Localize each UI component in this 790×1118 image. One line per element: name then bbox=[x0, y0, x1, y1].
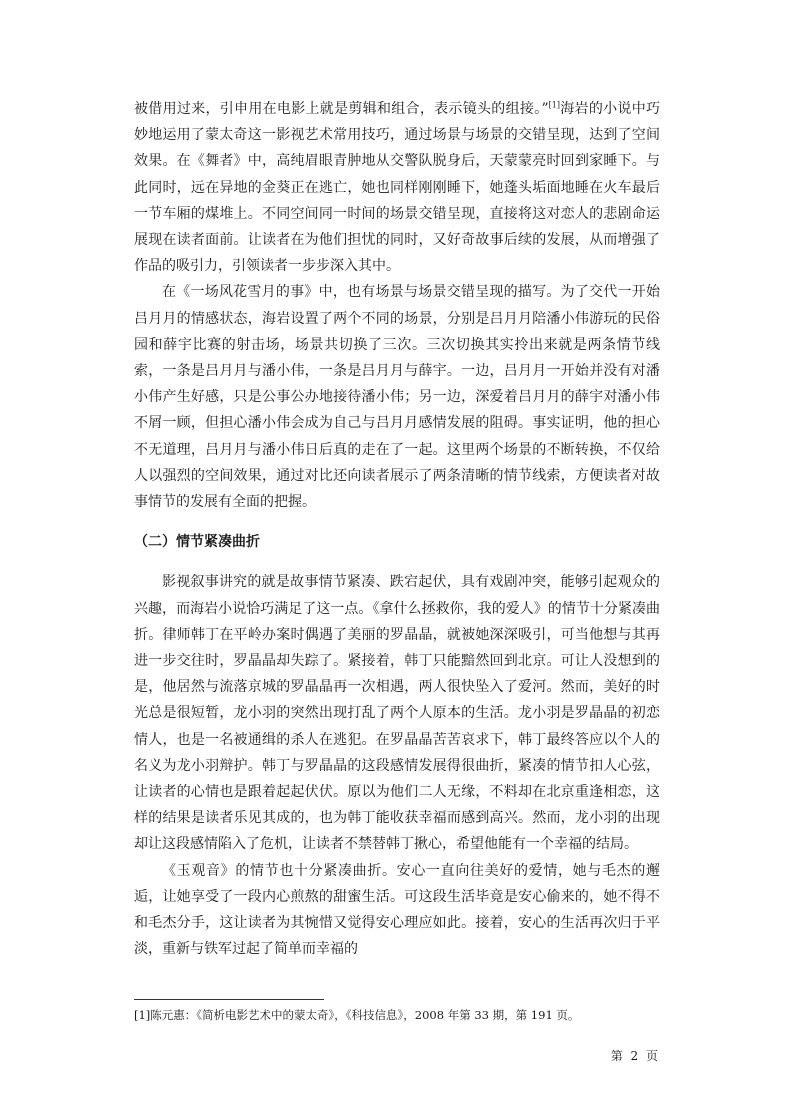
paragraph-3: 影视叙事讲究的就是故事情节紧凑、跌宕起伏，具有戏剧冲突，能够引起观众的兴趣，而海岩小说恰巧满足了这一点。《拿什么拯救你，我的爱人》的情节十分紧凑曲折。律师韩丁在平岭办案时偶遇了美丽的罗晶晶，就被她深深吸引，可当他想与其再进一步交往时，罗晶晶却失踪了。紧接着，韩丁只能黯然回到北京。可让人没想到的是，他居然与流落京城的罗晶晶再一次相遇，两人很快坠入了爱河。然而，美好的时光总是很短暂，龙小羽的突然出现打乱了两个人原本的生活。龙小羽是罗晶晶的初恋情人，也是一名被通缉的杀人在逃犯。在罗晶晶苦苦哀求下，韩丁最终答应以个人的名义为龙小羽辩护。韩丁与罗晶晶的这段感情发展得很曲折，紧凑的情节扣人心弦，让读者的心情也是跟着起起伏伏。原以为他们二人无缘，不料却在北京重逢相恋，这样的结果是读者乐见其成的，也为韩丁能收获幸福而感到高兴。然而，龙小羽的出现却让这段感情陷入了危机，让读者不禁替韩丁揪心，希望他能有一个幸福的结局。 bbox=[134, 574, 660, 853]
paragraph-1-text-b: 海岩的小说中巧妙地运用了蒙太奇这一影视艺术常用技巧，通过场景与场景的交错呈现，达到了空间效果。在《舞者》中，高纯眉眼青肿地从交警队脱身后，天蒙蒙亮时回到家睡下。与此同时，远在异地的金葵正在逃亡，她也同样刚刚睡下，她蓬头垢面地睡在火车最后一节车厢的煤堆上。不同空间同一时间的场景交错呈现，直接将这对恋人的悲剧命运展现在读者面前。让读者在为他们担忧的同时，又好奇故事后续的发展，从而增强了作品的吸引力，引领读者一步步深入其中。 bbox=[134, 101, 661, 275]
section-heading: （二）情节紧凑曲折 bbox=[134, 534, 260, 551]
paragraph-1 bbox=[134, 96, 660, 279]
footnote: [1]陈元惠：《简析电影艺术中的蒙太奇》，《科技信息》，2008 年第 33 期，第 191 页。 bbox=[134, 1008, 580, 1022]
footnote-divider bbox=[134, 999, 324, 1000]
body-text bbox=[134, 96, 660, 963]
page-number: 第 2 页 bbox=[610, 1049, 660, 1063]
paragraph-1-text-a: 被借用过来，引申用在电影上就是剪辑和组合，表示镜头的组接。” bbox=[134, 101, 549, 117]
paragraph-2: 在《一场风花雪月的事》中，也有场景与场景交错呈现的描写。为了交代一开始吕月月的情感状态，海岩设置了两个不同的场景，分别是吕月月陪潘小伟游玩的民俗园和薛宇比赛的射击场，场景共切换了三次。三次切换其实拎出来就是两条情节线索，一条是吕月月与潘小伟，一条是吕月月与薛宇。一边，吕月月一开始并没有对潘小伟产生好感，只是公事公办地接待潘小伟；另一边，深爱着吕月月的薛宇对潘小伟不屑一顾，但担心潘小伟会成为自己与吕月月感情发展的阻碍。事实证明，他的担心不无道理，吕月月与潘小伟日后真的走在了一起。这里两个场景的不断转换，不仅给人以强烈的空间效果，通过对比还向读者展示了两条清晰的情节线索，方便读者对故事情节的发展有全面的把握。 bbox=[134, 284, 660, 511]
paragraph-4: 《玉观音》的情节也十分紧凑曲折。安心一直向往美好的爱情，她与毛杰的邂逅，让她享受了一段内心煎熬的甜蜜生活。可这段生活毕竟是安心偷来的，她不得不和毛杰分手，这让读者为其惋惜又觉得安心理应如此。接着，安心的生活再次归于平淡，重新与铁军过起了简单而幸福的 bbox=[134, 862, 660, 958]
footnote-ref-1: [1] bbox=[548, 100, 560, 110]
